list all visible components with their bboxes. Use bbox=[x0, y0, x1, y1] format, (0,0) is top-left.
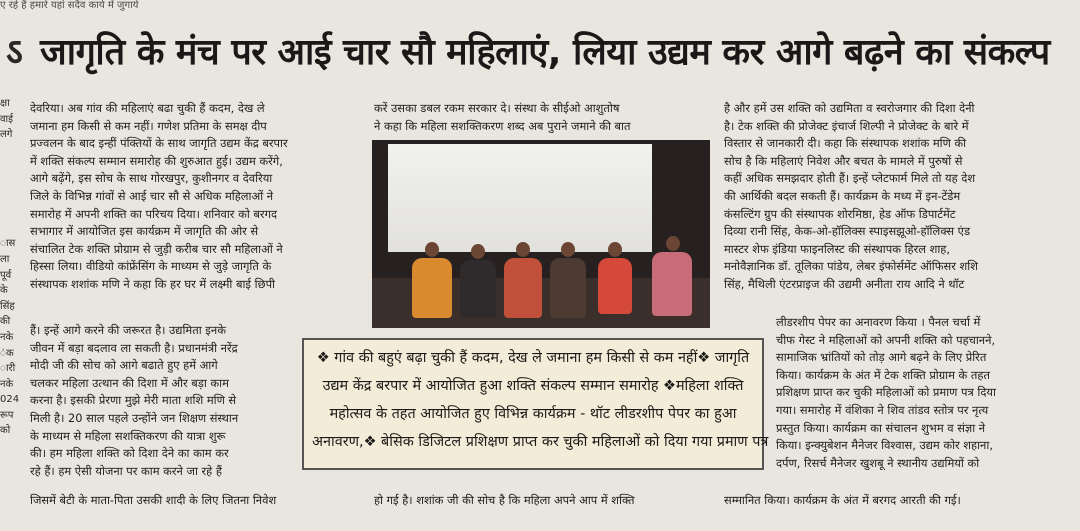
column-1-line: जमाना हम किसी से कम नहीं। गणेश प्रतिमा के समक्ष दीप bbox=[30, 118, 267, 133]
left-edge-fragment bbox=[0, 143, 22, 159]
column-1-line: प्रज्वलन के बाद इन्हीं पंक्तियों के साथ जागृति उद्यम केंद्र बरपार bbox=[30, 136, 288, 151]
column-1-last-line: जिसमें बेटी के माता-पिता उसकी शादी के लिए जितना निवेश bbox=[30, 493, 277, 507]
column-3-continued-line: प्रस्तुत किया। कार्यक्रम का संचालन शुभम व संज्ञा ने bbox=[776, 420, 986, 435]
left-edge-fragment: को bbox=[0, 425, 11, 437]
left-edge-fragment bbox=[0, 190, 22, 206]
column-3-continued-line: दर्पण, रिसर्च मैनेजर खुशबू ने स्थानीय उद्यमियों को bbox=[776, 455, 980, 470]
column-1-line: आगे बढ़ेंगे, इस सोच के साथ गोरखपुर, कुशीनगर व देवरिया bbox=[30, 171, 273, 186]
article-column-1 bbox=[30, 100, 362, 294]
panelist-2 bbox=[460, 260, 496, 318]
column-1-continued-line: मिली है। 20 साल पहले उन्होंने जन शिक्षण संस्थान bbox=[30, 410, 239, 425]
highlights-callout-box bbox=[302, 338, 769, 470]
column-3-line: कंसल्टिंग ग्रुप की संस्थापक शोरमिष्ठा, हेड ऑफ डिपार्टमेंट bbox=[724, 206, 956, 221]
article-column-3 bbox=[724, 100, 1062, 294]
column-3-line: सोच है कि महिलाएं निवेश और बचत के मामले में पुरुषों से bbox=[724, 153, 963, 168]
column-3-continued-line: किया। कार्यक्रम के अंत में टेक शक्ति प्रोग्राम के तहत bbox=[776, 367, 990, 382]
left-edge-fragment: ारी bbox=[0, 363, 16, 375]
left-edge-fragment: ंक bbox=[0, 347, 14, 359]
column-3-continued-line: गया। समारोह में वंशिका ने शिव तांडव स्तोत्र पर नृत्य bbox=[776, 402, 989, 417]
column-1-line: जिले के विभिन्न गांवों से आई चार सौ से अधिक महिलाओं ने bbox=[30, 188, 274, 203]
left-edge-fragment: के bbox=[0, 285, 8, 297]
headline-lead: ऽ bbox=[6, 32, 23, 73]
panelist-3 bbox=[504, 258, 542, 318]
column-3-line: कहीं अधिक समझदार होती हैं। इन्हें प्लेटफार्म मिले तो यह देश bbox=[724, 171, 976, 186]
left-edge-column bbox=[0, 96, 22, 496]
column-1-line: संचालित टेक शक्ति प्रोग्राम से जुड़ी करीब चार सौ महिलाओं ने bbox=[30, 241, 283, 256]
article-column-3-continued bbox=[776, 314, 1062, 472]
column-3-line: मास्टर शेफ इंडिया फाइनलिस्ट की संस्थापक हिरल शाह, bbox=[724, 241, 950, 256]
projection-screen bbox=[388, 144, 652, 252]
column-1-continued-line: हैं। इन्हें आगे करने की जरूरत है। उद्यमिता इनके bbox=[30, 323, 226, 337]
column-3-line: है। टेक शक्ति की प्रोजेक्ट इंचार्ज शिल्पी ने प्रोजेक्ट के बारे में bbox=[724, 118, 969, 133]
column-1-line: संस्थापक शशांक मणि ने कहा कि हर घर में लक्ष्मी बाई छिपी bbox=[30, 276, 275, 291]
column-2-line: ने कहा कि महिला सशक्तिकरण शब्द अब पुराने जमाने की बात bbox=[374, 118, 631, 133]
left-edge-fragment bbox=[0, 221, 22, 237]
left-edge-fragment: पूर्व bbox=[0, 269, 12, 281]
column-1-line: समारोह में अपनी शक्ति का परिचय दिया। शनिवार को बरगद bbox=[30, 206, 278, 221]
left-edge-fragment: क्षा bbox=[0, 98, 10, 109]
callout-line-3: महोत्सव के तहत आयोजित हुए विभिन्न कार्यक्रम - थॉट लीडरशीप पेपर का हुआ bbox=[329, 406, 737, 422]
column-3-continued-line: लीडरशीप पेपर का अनावरण किया । पैनल चर्चा में bbox=[776, 315, 981, 329]
column-3-line: दिव्या रानी सिंह, केक-ओ-हॉलिक्स स्पाइसझूओ-हॉलिक्स एंड bbox=[724, 224, 971, 239]
column-3-line: की आर्थिकी बदल सकती हैं। कार्यक्रम के मध्य में इन-टेंडेम bbox=[724, 188, 961, 203]
left-edge-fragment: सिंह bbox=[0, 300, 15, 312]
column-3-continued-line: प्रशिक्षण प्राप्त कर चुकी महिलाओं को प्रमाण पत्र दिया bbox=[776, 385, 996, 400]
column-1-continued-line: करना है। इसकी प्रेरणा मुझे मेरी माता शशि मणि से bbox=[30, 393, 237, 408]
column-3-continued-line: सामाजिक भ्रांतियों को तोड़ आगे बढ़ने के लिए प्रेरित bbox=[776, 350, 987, 365]
column-2-line: करें उसका डबल रकम सरकार दे। संस्था के सीईओ आशुतोष bbox=[374, 101, 620, 115]
event-photo bbox=[372, 140, 710, 328]
column-2-last-line: हो गई है। शशांक जी की सोच है कि महिला अपने आप में शक्ति bbox=[374, 493, 635, 507]
callout-line-2: उद्यम केंद्र बरपार में आयोजित हुआ शक्ति संकल्प सम्मान समारोह ❖महिला शक्ति bbox=[322, 378, 744, 394]
left-edge-fragment: रूप bbox=[0, 409, 14, 421]
left-edge-fragment: वाई bbox=[0, 113, 14, 125]
left-edge-fragment: 024 bbox=[0, 394, 20, 406]
left-edge-fragment bbox=[0, 205, 22, 221]
left-edge-fragment: ास bbox=[0, 238, 16, 250]
column-3-last-line: सम्मानित किया। कार्यक्रम के अंत में बरगद आरती की गई। bbox=[724, 493, 961, 507]
panelist-5 bbox=[598, 258, 632, 314]
left-edge-fragment: नके bbox=[0, 378, 14, 390]
article-column-1-continued bbox=[30, 322, 300, 480]
headline bbox=[6, 22, 1076, 84]
column-1-continued-line: जीवन में बड़ा बदलाव ला सकती है। प्रधानमंत्री नरेंद्र bbox=[30, 340, 238, 355]
column-1-line: में शक्ति संकल्प सम्मान समारोह की शुरुआत हुई। उद्यम करेंगे, bbox=[30, 153, 283, 168]
left-edge-fragment: की bbox=[0, 316, 11, 328]
left-edge-fragment: ला bbox=[0, 253, 10, 265]
column-3-line: विस्तार से जानकारी दी। कहा कि संस्थापक शशांक मणि की bbox=[724, 136, 967, 151]
callout-line-4: अनावरण,❖ बेसिक डिजिटल प्रशिक्षण प्राप्त कर चुकी महिलाओं को दिया गया प्रमाण पत्र bbox=[312, 434, 769, 450]
column-1-continued-line: के माध्यम से महिला सशक्तिकरण की यात्रा शुरू bbox=[30, 428, 226, 443]
column-3-continued-line: किया। इन्क्युबेशन मैनेजर विश्वास, उद्यम कोर शहाना, bbox=[776, 438, 993, 453]
column-1-continued-line: मोदी जी की सोच को आगे बढाते हुए हमें आगे bbox=[30, 358, 218, 373]
left-edge-fragment bbox=[0, 158, 22, 174]
column-3-continued-line: चीफ गेस्ट ने महिलाओं को अपनी शक्ति को पहचानने, bbox=[776, 332, 996, 347]
column-1-continued-line: की। हम महिला शक्ति को दिशा देने का काम कर bbox=[30, 446, 229, 461]
column-3-line: मनोवैज्ञानिक डॉ. तूलिका पांडेय, लेबर इंफोर्समेंट ऑफिसर शशि bbox=[724, 259, 978, 274]
panelist-1 bbox=[412, 258, 452, 318]
headline-text: जागृति के मंच पर आई चार सौ महिलाएं, लिया उद्यम कर आगे बढ़ने का संकल्प bbox=[40, 32, 1050, 73]
left-edge-fragment: नके bbox=[0, 331, 14, 343]
column-3-line: है और हमें उस शक्ति को उद्यमिता व स्वरोजगार की दिशा देनी bbox=[724, 101, 975, 115]
article-column-2 bbox=[374, 100, 710, 135]
column-1-line: देवरिया। अब गांव की महिलाएं बढा चुकी हैं कदम, देख ले bbox=[30, 101, 265, 115]
column-1-continued-line: रहे हैं। हम ऐसी योजना पर काम करने जा रहे हैं bbox=[30, 463, 222, 478]
callout-line-1: ❖ गांव की बहुएं बढ़ा चुकी हैं कदम, देख ले जमाना हम किसी से कम नहीं❖ जागृति bbox=[316, 350, 750, 366]
left-edge-fragment: लगे bbox=[0, 129, 13, 141]
column-3-line: सिंह, मैथिली एंटरप्राइज की उद्यमी अनीता राय आदि ने थॉट bbox=[724, 276, 965, 291]
column-1-line: सभागार में आयोजित इस कार्यक्रम में जागृति की ओर से bbox=[30, 224, 259, 239]
column-1-continued-line: चलकर महिला उत्थान की दिशा में और बड़ा काम bbox=[30, 375, 229, 390]
panelist-6 bbox=[652, 252, 692, 316]
panelist-4 bbox=[550, 258, 586, 318]
left-edge-fragment bbox=[0, 174, 22, 190]
column-1-line: हिस्सा लिया। वीडियो कांफ्रेंसिंग के माध्यम से जुड़े जागृति के bbox=[30, 259, 272, 274]
top-strip-text: ए रहे हैं हमारे यहां सदैव कार्य में जुगाये bbox=[0, 0, 139, 11]
